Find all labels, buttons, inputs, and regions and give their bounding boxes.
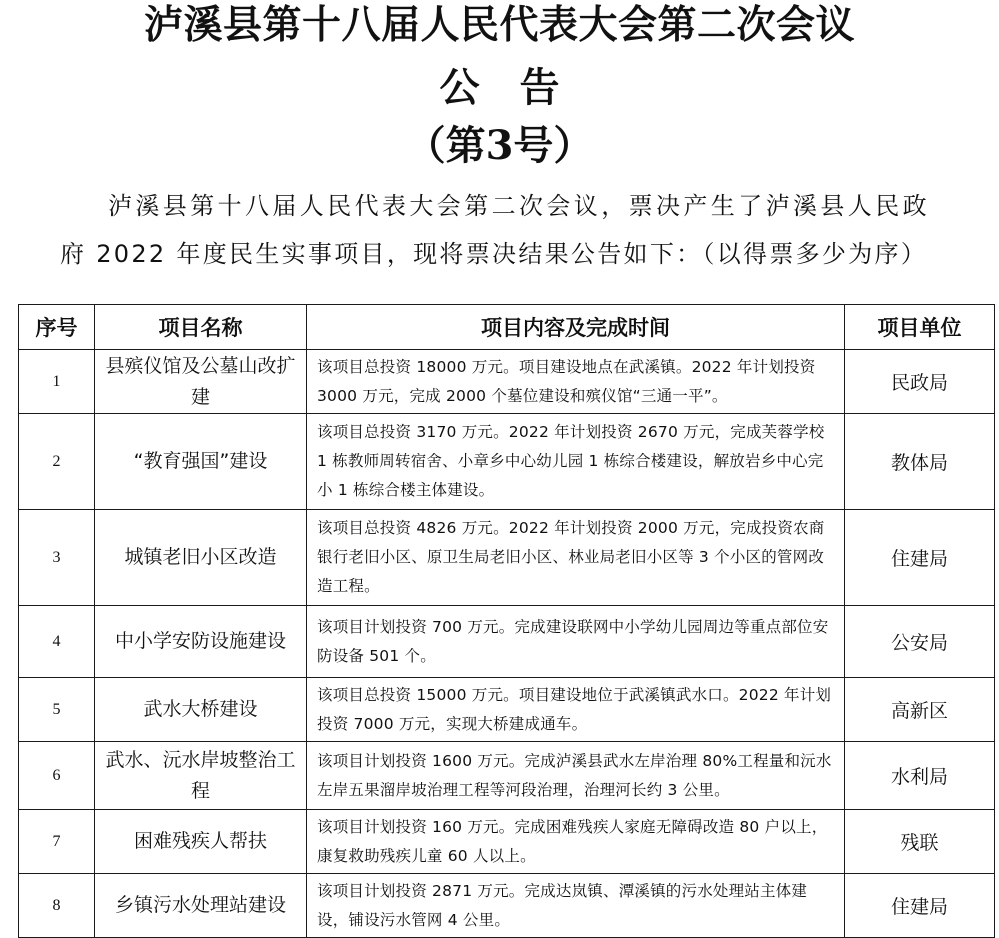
row-project-name: 县殡仪馆及公墓山改扩建 [95,350,307,414]
row-project-content: 该项目计划投资 700 万元。完成建设联网中小学幼儿园周边等重点部位安防设备 501 个。 [307,606,845,678]
row-project-name: 乡镇污水处理站建设 [95,874,307,938]
table-row [19,678,995,742]
row-number: 5 [19,678,95,742]
row-project-content: 该项目计划投资 160 万元。完成困难残疾人家庭无障碍改造 80 户以上，康复救助残疾儿童 60 人以上。 [307,810,845,874]
row-project-content: 该项目计划投资 1600 万元。完成泸溪县武水左岸治理 80%工程量和沅水左岸五果溜岸坡治理工程等河段治理，治理河长约 3 公里。 [307,742,845,810]
intro-paragraph-line-2: 府 2022 年度民生实事项目，现将票决结果公告如下：（以得票多少为序） [60,240,928,268]
row-project-dept: 高新区 [845,678,995,742]
header-dept: 项目单位 [845,305,995,350]
table-row [19,350,995,414]
notice-subtitle: 公 告 [439,64,560,111]
intro-paragraph-line-1: 泸溪县第十八届人民代表大会第二次会议，票决产生了泸溪县人民政 [108,192,930,220]
row-project-dept: 公安局 [845,606,995,678]
table-row [19,414,995,510]
notice-number: （第3号） [405,122,594,169]
row-project-name: 困难残疾人帮扶 [95,810,307,874]
row-project-dept: 民政局 [845,350,995,414]
table-row [19,810,995,874]
row-project-name: 武水、沅水岸坡整治工程 [95,742,307,810]
row-project-content: 该项目总投资 4826 万元。2022 年计划投资 2000 万元，完成投资农商银行老旧小区、原卫生局老旧小区、林业局老旧小区等 3 个小区的管网改造工程。 [307,510,845,606]
row-number: 3 [19,510,95,606]
row-project-dept: 教体局 [845,414,995,510]
row-project-dept: 水利局 [845,742,995,810]
header-content: 项目内容及完成时间 [307,305,845,350]
header-name: 项目名称 [95,305,307,350]
row-number: 8 [19,874,95,938]
table-row [19,874,995,938]
row-project-name: 城镇老旧小区改造 [95,510,307,606]
row-number: 2 [19,414,95,510]
row-project-dept: 住建局 [845,510,995,606]
row-project-dept: 残联 [845,810,995,874]
table-row [19,510,995,606]
table-row [19,742,995,810]
notice-main-title: 泸溪县第十八届人民代表大会第二次会议 [143,2,855,48]
row-project-content: 该项目总投资 3170 万元。2022 年计划投资 2670 万元，完成芙蓉学校 1 栋教师周转宿舍、小章乡中心幼儿园 1 栋综合楼建设，解放岩乡中心完小 1 栋综合楼主体建设。 [307,414,845,510]
header-num: 序号 [19,305,95,350]
row-project-name: 中小学安防设施建设 [95,606,307,678]
row-project-name: “教育强国”建设 [95,414,307,510]
row-number: 7 [19,810,95,874]
row-project-dept: 住建局 [845,874,995,938]
row-project-name: 武水大桥建设 [95,678,307,742]
row-project-content: 该项目计划投资 2871 万元。完成达岚镇、潭溪镇的污水处理站主体建设，铺设污水管网 4 公里。 [307,874,845,938]
project-table [18,304,995,938]
row-number: 6 [19,742,95,810]
row-number: 1 [19,350,95,414]
row-project-content: 该项目总投资 18000 万元。项目建设地点在武溪镇。2022 年计划投资 3000 万元，完成 2000 个墓位建设和殡仪馆“三通一平”。 [307,350,845,414]
row-project-content: 该项目总投资 15000 万元。项目建设地位于武溪镇武水口。2022 年计划投资 7000 万元，实现大桥建成通车。 [307,678,845,742]
row-number: 4 [19,606,95,678]
table-row [19,606,995,678]
table-header-row [19,305,995,350]
